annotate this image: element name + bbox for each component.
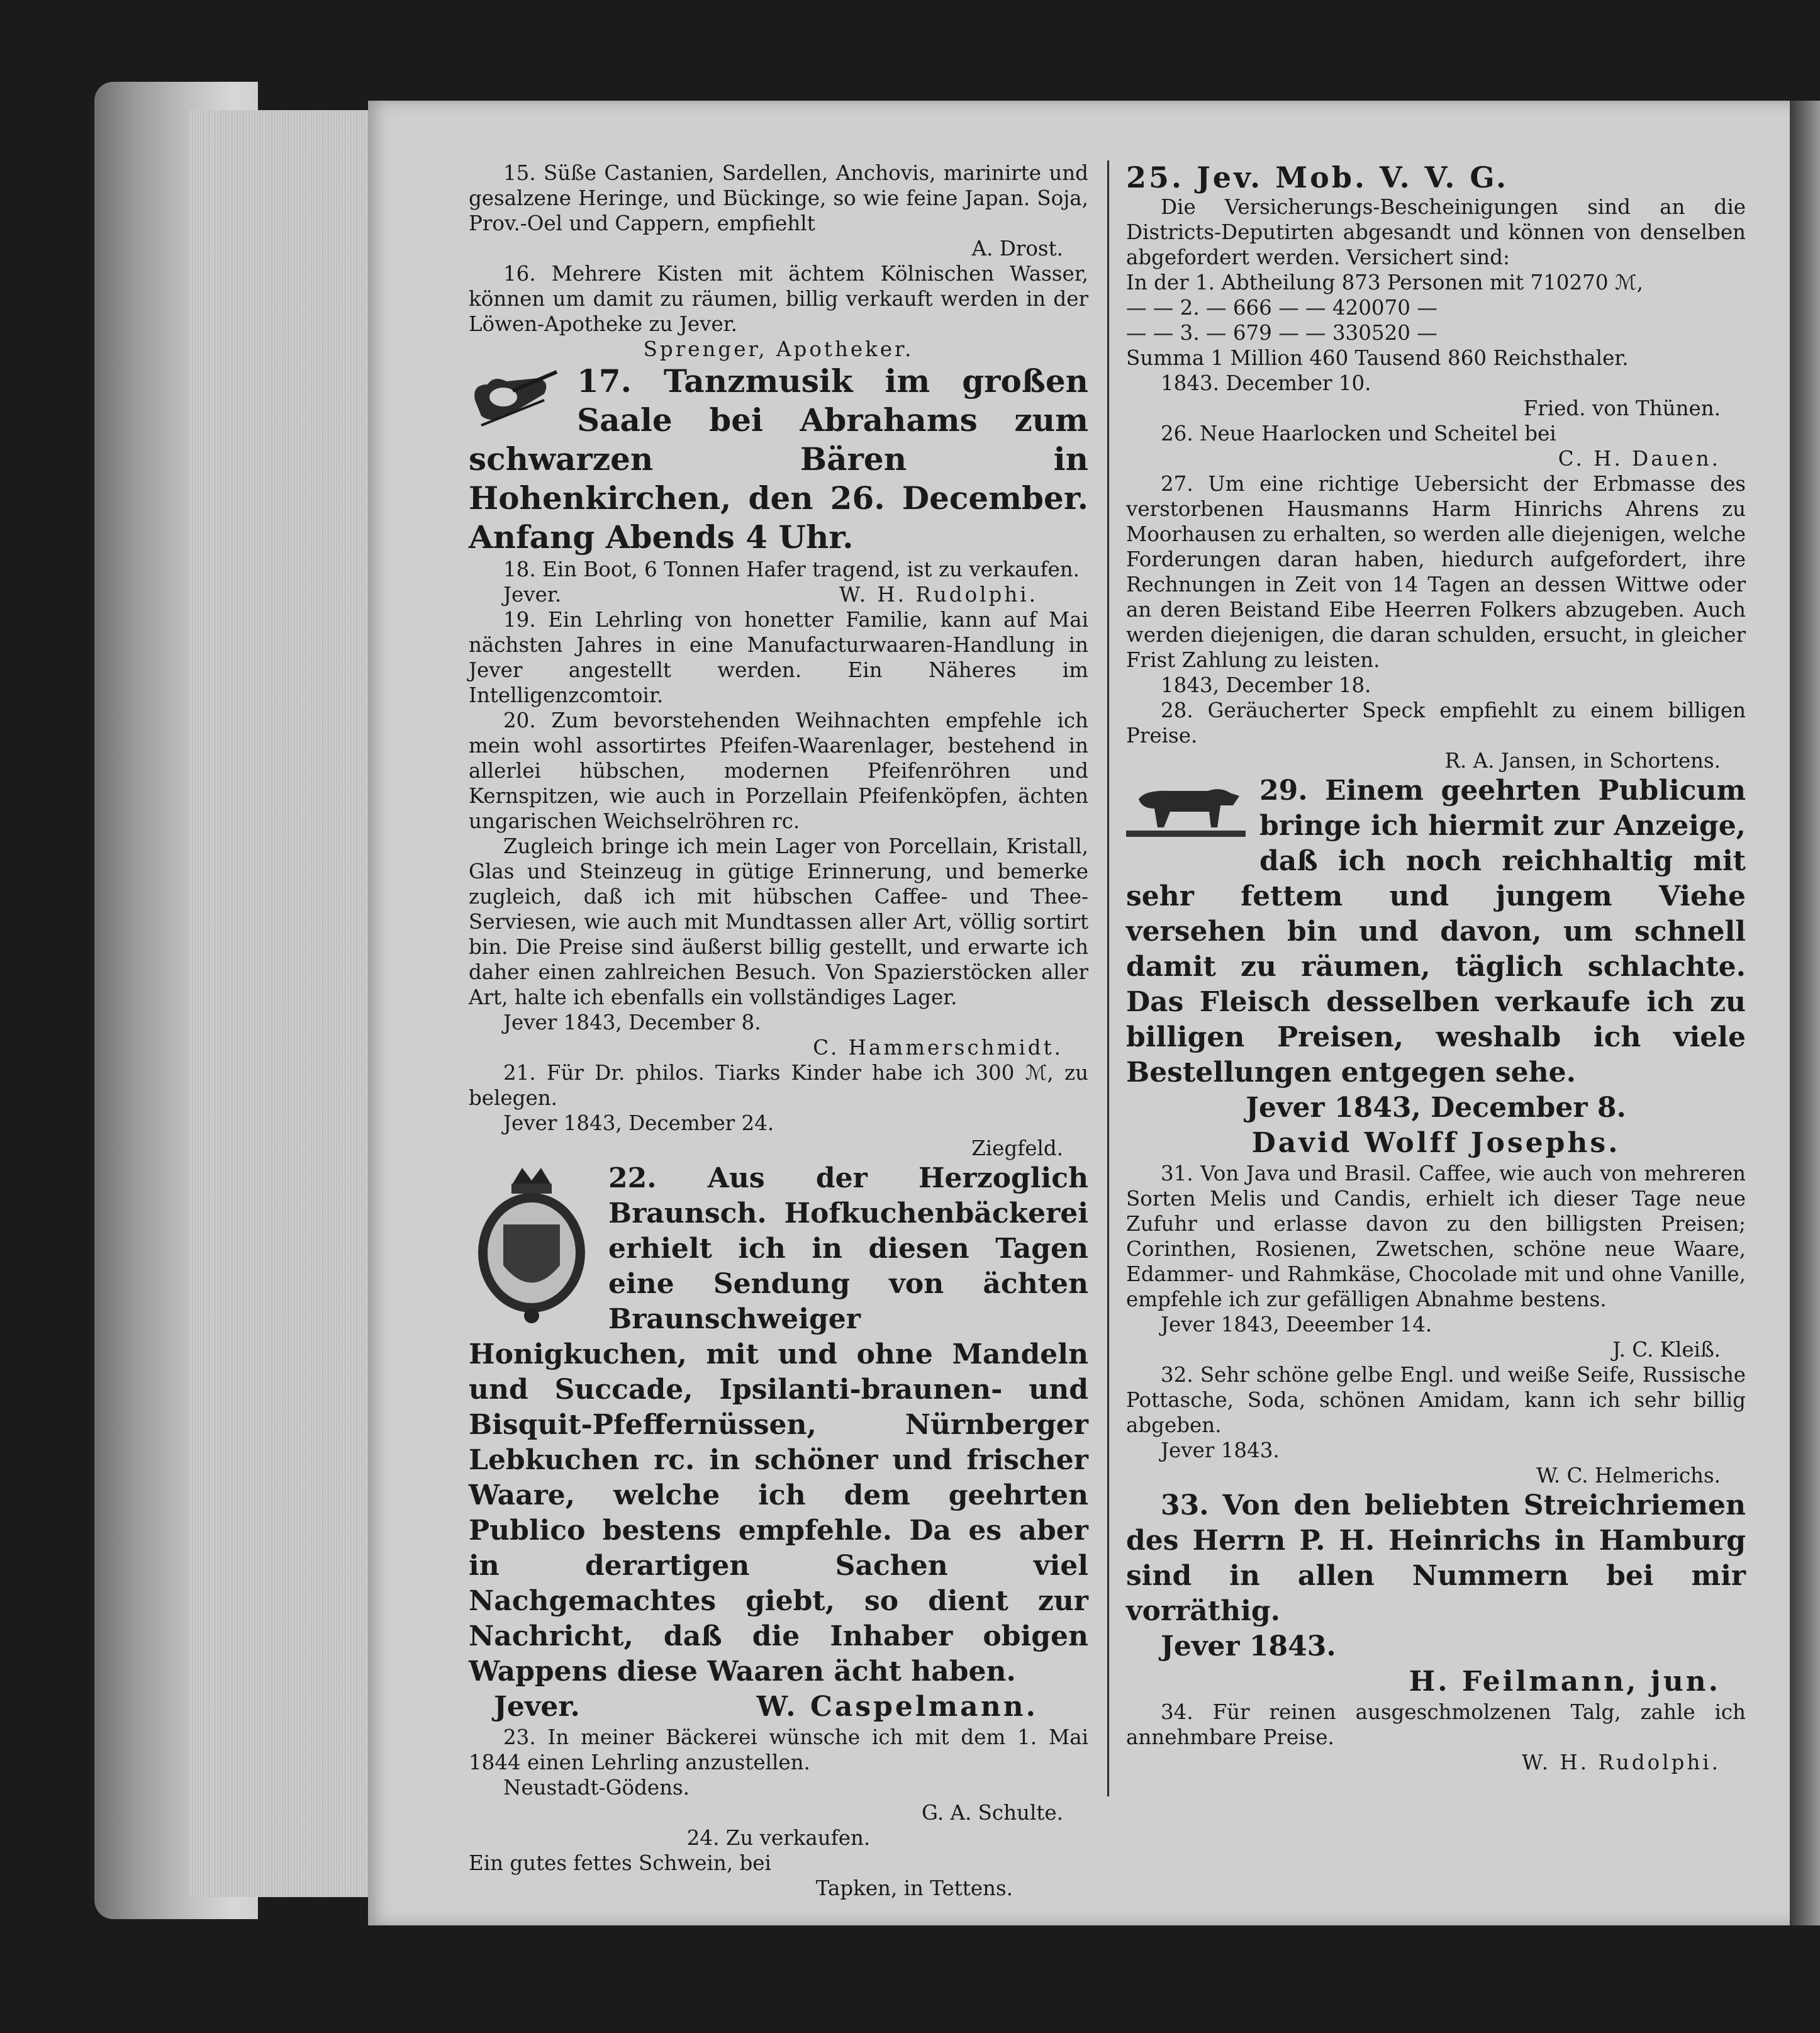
- ad-25-row-2: — — 2. — 666 — — 420070 —: [1126, 296, 1438, 320]
- ad-15-signature: A. Drost.: [971, 237, 1063, 260]
- ad-23-text: 23. In meiner Bäckerei wünsche ich mit dem 1. Mai 1844 einen Lehrling anzustellen.: [469, 1725, 1088, 1774]
- ad-24-signature: Tapken, in Tettens.: [815, 1876, 1013, 1900]
- ad-22-place: Jever.: [494, 1691, 580, 1723]
- ad-20-text: 20. Zum bevorstehenden Weihnachten empfehle ich mein wohl assortirtes Pfeifen-Waarenlager, bestehend in allerlei hübschen, modernen Pfeifenröhren und Kernspitzen, wie auch in Porzellain Pfeifenköpfen, ächten ungarischen Weichselröhren rc.: [469, 708, 1088, 833]
- ad-29-text: 29. Einem geehrten Publicum bringe ich hiermit zur Anzeige, daß ich noch reichhaltig mit sehr fettem und jungem Viehe versehen bin und davon, um schnell damit zu räumen, täglich schlachte. Das Fleisch desselben verkaufe ich zu billigen Preisen, weshalb ich viele Bestellungen entgegen sehe.: [1126, 775, 1746, 1089]
- ad-21-signature: Ziegfeld.: [971, 1136, 1063, 1160]
- right-column: [1126, 160, 1746, 1941]
- ad-34-signature: W. H. Rudolphi.: [1521, 1750, 1721, 1774]
- ad-29: [1126, 773, 1746, 1090]
- ad-27-text: 27. Um eine richtige Uebersicht der Erbmasse des verstorbenen Hausmanns Harm Hinrichs Ahrens zu Moorhausen zu erhalten, so werden alle diejenigen, welche Forderungen daran haben, hiedurch aufgefordert, ihre Rechnungen in Zeit von 14 Tagen an dessen Wittwe oder an deren Beistand Eibe Heerren Folkers abzugeben. Auch werden diejenigen, die daran schulden, ersucht, in gleicher Frist Zahlung zu leisten.: [1126, 472, 1746, 672]
- ad-28-signature: R. A. Jansen, in Schortens.: [1444, 749, 1721, 773]
- ad-21-text: 21. Für Dr. philos. Tiarks Kinder habe ich 300 ℳ, zu belegen.: [469, 1061, 1088, 1110]
- ad-32-text: 32. Sehr schöne gelbe Engl. und weiße Seife, Russische Pottasche, Soda, schönen Amidam, kann ich sehr billig abgeben.: [1126, 1363, 1746, 1437]
- ad-33-text: 33. Von den beliebten Streichriemen des Herrn P. H. Heinrichs in Hamburg sind in allen Nummern bei mir vorräthig.: [1126, 1489, 1746, 1627]
- ad-27-date: 1843, December 18.: [1161, 673, 1371, 697]
- ad-15-text: 15. Süße Castanien, Sardellen, Anchovis, marinirte und gesalzene Heringe, und Bückinge, so wie feine Japan. Soja, Prov.-Oel und Cappern, empfiehlt: [469, 161, 1088, 235]
- ad-24-text-cont: Ein gutes fettes Schwein, bei: [469, 1851, 771, 1875]
- ad-32-date: Jever 1843.: [1161, 1438, 1280, 1462]
- ad-20-date: Jever 1843, December 8.: [503, 1011, 761, 1034]
- left-column: [469, 160, 1088, 1941]
- ad-25-row-3: — — 3. — 679 — — 330520 —: [1126, 321, 1438, 345]
- ad-24-text: 24. Zu verkaufen.: [686, 1826, 871, 1850]
- ad-25-text: Die Versicherungs-Bescheinigungen sind an die Districts-Deputirten abgesandt und können von denselben abgefordert werden. Versichert sind:: [1126, 195, 1746, 269]
- ad-18-signature: W. H. Rudolphi.: [839, 583, 1038, 607]
- ad-31-text: 31. Von Java und Brasil. Caffee, wie auch von mehreren Sorten Melis und Candis, erhielt ich dieser Tage neue Zufuhr und erlasse davon zu den billigsten Preisen; Corinthen, Rosienen, Zwetschen, schöne neue Waare, Edammer- und Rahmkäse, Chocolade mit und ohne Vanille, empfehle ich zur gefälligen Abnahme bestens.: [1126, 1162, 1746, 1311]
- ad-18-place: Jever.: [503, 583, 562, 607]
- ad-32-signature: W. C. Helmerichs.: [1536, 1464, 1721, 1487]
- ad-23-place: Neustadt-Gödens.: [503, 1776, 690, 1800]
- ad-25-signature: Fried. von Thünen.: [1523, 396, 1721, 420]
- ad-17: [469, 362, 1088, 557]
- ad-16-text: 16. Mehrere Kisten mit ächtem Kölnischen Wasser, können um damit zu räumen, billig verkauft werden in der Löwen-Apotheke zu Jever.: [469, 262, 1088, 336]
- page-stack-edge: [189, 110, 371, 1897]
- ad-25-date: 1843. December 10.: [1161, 371, 1371, 395]
- ad-19-text: 19. Ein Lehrling von honetter Familie, kann auf Mai nächsten Jahres in eine Manufacturwaaren-Handlung in Jever angestellt werden. Ein Näheres im Intelligenzcomtoir.: [469, 608, 1088, 707]
- ad-29-signature: David Wolff Josephs.: [1251, 1127, 1621, 1159]
- ad-20-text-cont: Zugleich bringe ich mein Lager von Porcellain, Kristall, Glas und Steinzeug in gütige Erinnerung, und bemerke zugleich, daß ich mit hübschen Caffee- und Thee-Serviesen, wie auch mit Mundtassen aller Art, völlig sortirt bin. Die Preise sind äußerst billig gestellt, und erwarte ich daher einen zahlreichen Besuch. Von Spazierstöcken aller Art, halte ich ebenfalls ein vollständiges Lager.: [469, 834, 1088, 1009]
- ad-20-signature: C. Hammerschmidt.: [813, 1036, 1063, 1060]
- ad-22-text: 22. Aus der Herzoglich Braunsch. Hofkuchenbäckerei erhielt ich in diesen Tagen eine Sendung von ächten Braunschweiger Honigkuchen, mit und ohne Mandeln und Succade, Ipsilanti-braunen- und Bisquit-Pfeffernüssen, Nürnberger Lebkuchen rc. in schöner und frischer Waare, welche ich dem geehrten Publico bestens empfehle. Da es aber in derartigen Sachen viel Nachgemachtes giebt, so dient zur Nachricht, daß die Inhaber obigen Wappens diese Waaren ächt haben.: [469, 1162, 1088, 1688]
- book-gutter: [1790, 101, 1820, 1925]
- ad-29-date: Jever 1843, December 8.: [1246, 1092, 1626, 1124]
- ad-28-text: 28. Geräucherter Speck empfiehlt zu einem billigen Preise.: [1126, 698, 1746, 748]
- ad-31-date: Jever 1843, Deeember 14.: [1161, 1313, 1432, 1336]
- ad-26-text: 26. Neue Haarlocken und Scheitel bei: [1161, 422, 1556, 445]
- ad-22-signature: W. Caspelmann.: [756, 1691, 1038, 1723]
- ad-18-text: 18. Ein Boot, 6 Tonnen Hafer tragend, ist zu verkaufen.: [503, 557, 1080, 581]
- ox-icon: [1126, 777, 1246, 846]
- ad-34-text: 34. Für reinen ausgeschmolzenen Talg, zahle ich annehmbare Preise.: [1126, 1700, 1746, 1749]
- ad-25-heading: 25. Jev. Mob. V. V. G.: [1126, 160, 1509, 194]
- ad-21-date: Jever 1843, December 24.: [503, 1111, 774, 1135]
- ad-33-date: Jever 1843.: [1161, 1630, 1336, 1662]
- ad-31-signature: J. C. Kleiß.: [1612, 1338, 1721, 1362]
- ad-25-row-1: In der 1. Abtheilung 873 Personen mit 710270 ℳ,: [1126, 271, 1643, 294]
- ad-22: [469, 1161, 1088, 1689]
- violin-icon: [469, 366, 563, 434]
- ad-17-text: 17. Tanzmusik im großen Saale bei Abrahams zum schwarzen Bären in Hohenkirchen, den 26. December. Anfang Abends 4 Uhr.: [469, 362, 1088, 556]
- ad-33-signature: H. Feilmann, jun.: [1409, 1666, 1721, 1698]
- ad-26-signature: C. H. Dauen.: [1558, 447, 1721, 471]
- ad-23-signature: G. A. Schulte.: [922, 1801, 1063, 1825]
- coat-of-arms-icon: [469, 1165, 595, 1334]
- column-rule: [1107, 160, 1109, 1796]
- ad-25-sum: Summa 1 Million 460 Tausend 860 Reichsthaler.: [1126, 346, 1629, 370]
- ad-16-signature: Sprenger, Apotheker.: [643, 337, 914, 361]
